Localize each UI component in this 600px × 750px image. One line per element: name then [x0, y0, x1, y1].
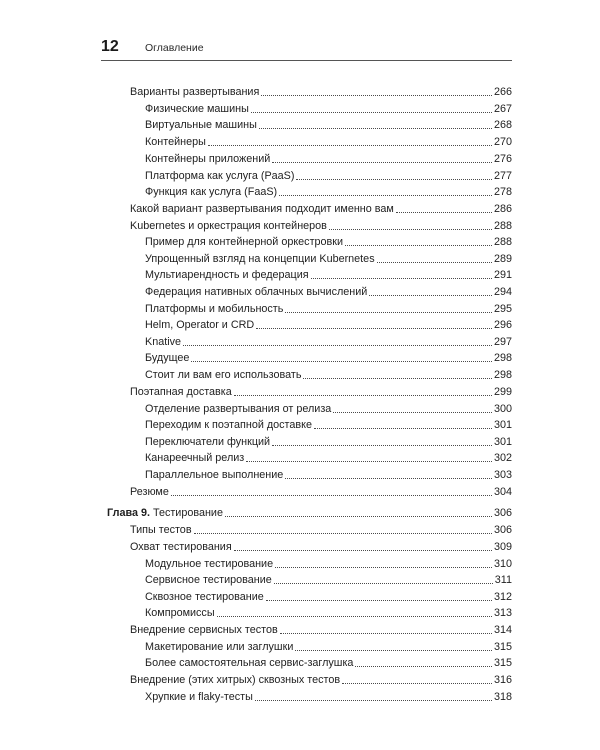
- toc-entry-page: 270: [493, 136, 512, 148]
- toc-entry: [145, 183, 512, 199]
- toc-entry: [130, 538, 512, 554]
- toc-entry-page: 316: [493, 674, 512, 686]
- toc-entry: [130, 383, 512, 399]
- dot-leader: [217, 616, 492, 617]
- toc-entry-page: 291: [493, 269, 512, 281]
- toc-entry-page: 294: [493, 286, 512, 298]
- dot-leader: [191, 361, 492, 362]
- toc-entry-label: Сквозное тестирование: [145, 591, 264, 603]
- header-rule: [101, 60, 512, 61]
- toc-entry-page: 297: [493, 336, 512, 348]
- toc-entry-page: 278: [493, 186, 512, 198]
- toc-entry-label: Резюме: [130, 486, 169, 498]
- toc-entry-label: Переключатели функций: [145, 436, 271, 448]
- toc-entry-page: 299: [493, 386, 512, 398]
- dot-leader: [183, 345, 492, 346]
- dot-leader: [377, 262, 492, 263]
- toc-entry-label: Параллельное выполнение: [145, 469, 284, 481]
- toc-entry-label: Какой вариант развертывания подходит именно вам: [130, 203, 394, 215]
- toc-entry-label: Контейнеры приложений: [145, 153, 271, 165]
- toc-entry-page: 315: [493, 641, 512, 653]
- toc-entry-page: 295: [493, 303, 512, 315]
- dot-leader: [279, 195, 492, 196]
- toc-entry-page: 298: [493, 369, 512, 381]
- toc-entry: [130, 217, 512, 233]
- toc-entry: [145, 588, 512, 604]
- toc-entry-page: 306: [493, 507, 512, 519]
- toc-entry-label: Knative: [145, 336, 182, 348]
- toc-entry: [145, 116, 512, 132]
- toc-entry: [145, 167, 512, 183]
- toc-entry-page: 267: [493, 103, 512, 115]
- dot-leader: [266, 600, 492, 601]
- dot-leader: [272, 445, 492, 446]
- dot-leader: [234, 550, 492, 551]
- toc-entry-page: 288: [493, 236, 512, 248]
- toc-entry-page: 301: [493, 436, 512, 448]
- toc-entry-page: 276: [493, 153, 512, 165]
- toc-entry-label: Хрупкие и flaky-тесты: [145, 691, 253, 703]
- toc-entry-label: Мультиарендность и федерация: [145, 269, 309, 281]
- toc-entry: [130, 671, 512, 687]
- toc-entry-page: 309: [493, 541, 512, 553]
- toc-entry-label: Отделение развертывания от релиза: [145, 403, 332, 415]
- toc-entry-page: 288: [493, 220, 512, 232]
- toc-entry-label: Kubernetes и оркестрация контейнеров: [130, 220, 327, 232]
- toc-entry: [145, 100, 512, 116]
- dot-leader: [355, 666, 492, 667]
- toc-entry-label: Охват тестирования: [130, 541, 232, 553]
- dot-leader: [296, 179, 492, 180]
- dot-leader: [396, 212, 492, 213]
- toc-entry: [145, 638, 512, 654]
- dot-leader: [234, 395, 492, 396]
- toc-entry: [145, 449, 512, 465]
- toc-entry-page: 286: [493, 203, 512, 215]
- toc-entry-page: 310: [493, 558, 512, 570]
- toc-entry-label: Более самостоятельная сервис-заглушка: [145, 657, 354, 669]
- toc-entry-page: 268: [493, 119, 512, 131]
- toc-entry-page: 277: [493, 170, 512, 182]
- toc-entry: [130, 83, 512, 99]
- toc-entry-label: Компромиссы: [145, 607, 215, 619]
- toc-entry-label: Типы тестов: [130, 524, 192, 536]
- dot-leader: [369, 295, 492, 296]
- dot-leader: [345, 245, 492, 246]
- toc-entry-page: 296: [493, 319, 512, 331]
- running-header: [101, 37, 512, 61]
- dot-leader: [259, 128, 492, 129]
- toc-entry: [130, 621, 512, 637]
- toc-entry-label: Пример для контейнерной оркестровки: [145, 236, 344, 248]
- dot-leader: [225, 516, 492, 517]
- toc-entry-label: Федерация нативных облачных вычислений: [145, 286, 368, 298]
- toc-entry-label: Сервисное тестирование: [145, 574, 272, 586]
- dot-leader: [333, 412, 492, 413]
- dot-leader: [261, 95, 492, 96]
- toc-entry: [145, 300, 512, 316]
- dot-leader: [208, 145, 492, 146]
- toc-entry: [130, 200, 512, 216]
- toc-entry-page: 306: [493, 524, 512, 536]
- toc-entry-label: Платформа как услуга (PaaS): [145, 170, 295, 182]
- toc-entry: [145, 316, 512, 332]
- dot-leader: [280, 633, 492, 634]
- chapter-number: Глава 9.: [107, 507, 150, 519]
- toc-entry-label: Платформы и мобильность: [145, 303, 284, 315]
- toc-entry: [145, 416, 512, 432]
- toc-entry: [145, 688, 512, 704]
- toc-entry: [145, 266, 512, 282]
- toc-entry-page: 314: [493, 624, 512, 636]
- toc-entry-label: Макетирование или заглушки: [145, 641, 294, 653]
- toc-entry-page: 311: [494, 574, 512, 586]
- toc-entry-label: Helm, Operator и CRD: [145, 319, 255, 331]
- dot-leader: [314, 428, 492, 429]
- toc-entry: [145, 150, 512, 166]
- toc-entry-page: 304: [493, 486, 512, 498]
- toc-entry-label: Будущее: [145, 352, 190, 364]
- toc-entry-label: Физические машины: [145, 103, 249, 115]
- toc-entry: [145, 433, 512, 449]
- toc-entry-label: Модульное тестирование: [145, 558, 274, 570]
- dot-leader: [251, 112, 492, 113]
- dot-leader: [295, 650, 492, 651]
- toc-entry-page: 318: [493, 691, 512, 703]
- toc-entry: [145, 250, 512, 266]
- toc-entry-label: Переходим к поэтапной доставке: [145, 419, 312, 431]
- toc-entry: [145, 571, 512, 587]
- dot-leader: [246, 461, 492, 462]
- toc-entry: [145, 283, 512, 299]
- toc-entry-page: 298: [493, 352, 512, 364]
- toc-entry: [145, 366, 512, 382]
- toc-entry-label: Поэтапная доставка: [130, 386, 232, 398]
- toc-entry: [130, 521, 512, 537]
- toc-entry-page: 315: [493, 657, 512, 669]
- toc-entry: [145, 654, 512, 670]
- toc-entry: [145, 400, 512, 416]
- dot-leader: [342, 683, 492, 684]
- toc-entry-label: Функция как услуга (FaaS): [145, 186, 278, 198]
- toc-entry-label: Виртуальные машины: [145, 119, 257, 131]
- toc-entry-label: Внедрение сервисных тестов: [130, 624, 278, 636]
- dot-leader: [285, 312, 492, 313]
- dot-leader: [255, 700, 492, 701]
- toc-entry-label: Контейнеры: [145, 136, 206, 148]
- toc-entry-page: 266: [493, 86, 512, 98]
- toc-chapter-entry: [107, 504, 512, 520]
- toc-entry-label: Внедрение (этих хитрых) сквозных тестов: [130, 674, 341, 686]
- toc-entry: [145, 466, 512, 482]
- dot-leader: [256, 328, 492, 329]
- toc-entry-label: Стоит ли вам его использовать: [145, 369, 302, 381]
- page-number: 12: [101, 38, 119, 55]
- toc-entry: [145, 349, 512, 365]
- toc-entry: [145, 233, 512, 249]
- toc-entry-page: 302: [493, 452, 512, 464]
- toc-entry-page: 300: [493, 403, 512, 415]
- toc-entry-page: 289: [493, 253, 512, 265]
- dot-leader: [272, 162, 492, 163]
- dot-leader: [303, 378, 492, 379]
- toc-entry-page: 312: [493, 591, 512, 603]
- dot-leader: [329, 229, 492, 230]
- toc-entry: [145, 333, 512, 349]
- dot-leader: [194, 533, 492, 534]
- header-title: Оглавление: [145, 42, 204, 54]
- toc-entry-page: 313: [493, 607, 512, 619]
- toc-entry-label: Варианты развертывания: [130, 86, 260, 98]
- toc-entry-label: Упрощенный взгляд на концепции Kubernetes: [145, 253, 375, 265]
- toc-entry: [145, 133, 512, 149]
- dot-leader: [171, 495, 492, 496]
- toc-entry-page: 301: [493, 419, 512, 431]
- dot-leader: [285, 478, 492, 479]
- toc-entry-label: Канареечный релиз: [145, 452, 245, 464]
- toc-entry-page: 303: [493, 469, 512, 481]
- dot-leader: [275, 567, 492, 568]
- toc-chapter-label: [107, 506, 223, 520]
- toc-entry: [145, 604, 512, 620]
- toc-entry: [145, 555, 512, 571]
- dot-leader: [311, 278, 492, 279]
- dot-leader: [274, 583, 493, 584]
- chapter-title: Тестирование: [149, 507, 223, 519]
- toc-entry: [130, 483, 512, 499]
